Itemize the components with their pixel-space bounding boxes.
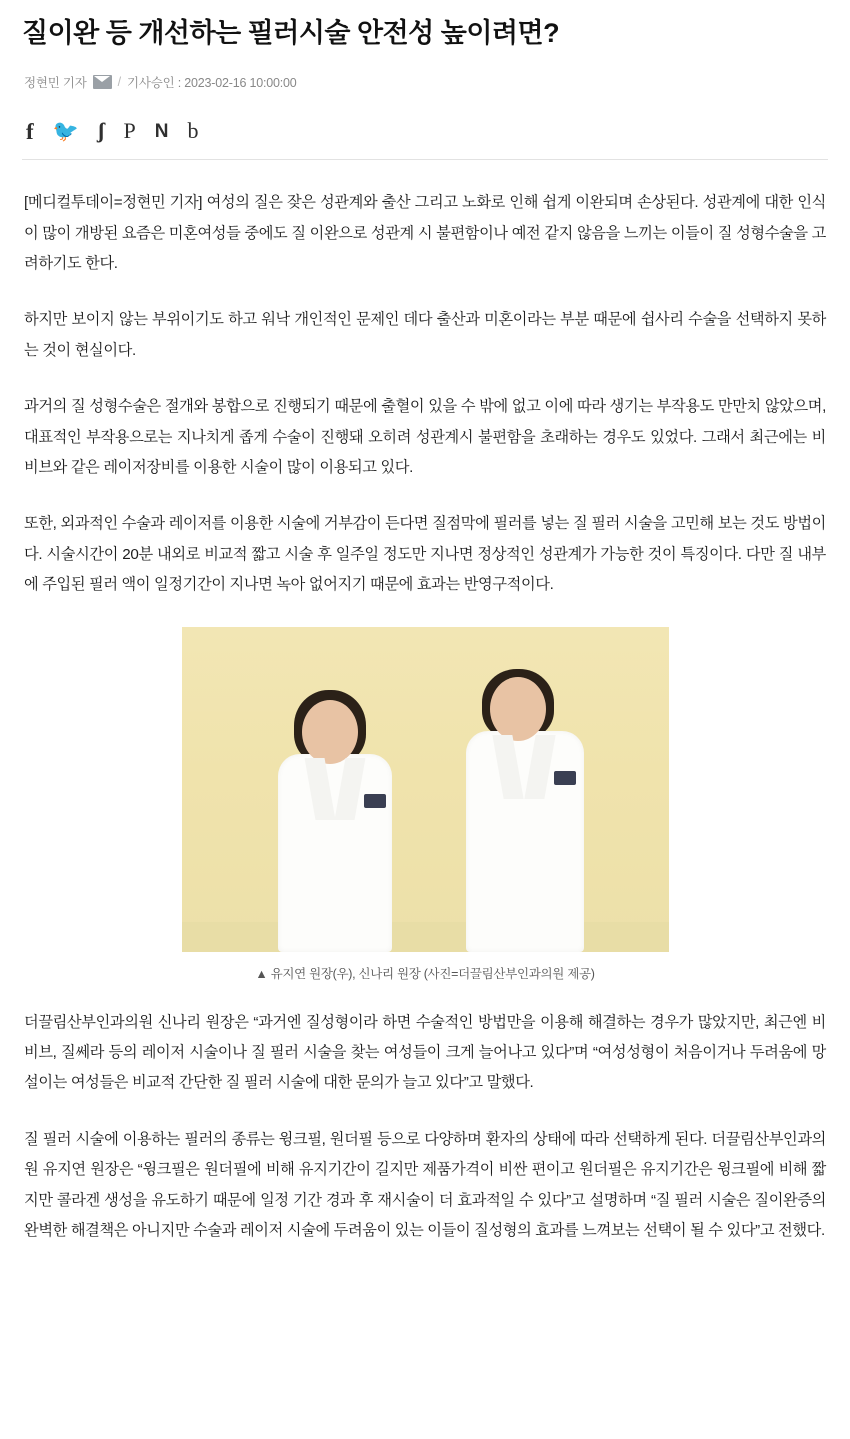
article-figure	[18, 627, 832, 982]
article-body	[18, 188, 832, 600]
paragraph: 질 필러 시술에 이용하는 필러의 종류는 윙크필, 원더필 등으로 다양하며 환자의 상태에 따라 선택하게 된다. 더끌림산부인과의원 유지연 원장은 “윙크필은 원더필에 비해 유지기간이 길지만 제품가격이 비싼 편이고 원더필은 유지기간은 윙크필에 비해 짧지만 콜라겐 생성을 유도하기 때문에 일정 기간 경과 후 재시술이 더 효과적일 수 있다”고 설명하며 “질 필러 시술은 질이완증의 완벽한 해결책은 아니지만 수술과 레이저 시술에 두려움이 있는 이들이 질성형의 효과를 느껴보는 선택이 될 수 있다”고 전했다.	[24, 1130, 826, 1239]
head-shape	[490, 677, 546, 741]
paragraph: 더끌림산부인과의원 신나리 원장은 “과거엔 질성형이라 하면 수술적인 방법만을 이용해 해결하는 경우가 많았지만, 최근엔 비비브, 질쎄라 등의 레이저 시술이나 질 필러 시술을 찾는 여성들이 크게 늘어나고 있다”며 “여성성형이 처음이거나 두려움에 망설이는 여성들은 비교적 간단한 질 필러 시술에 대한 문의가 늘고 있다”고 말했다.	[24, 1013, 826, 1092]
reporter-name: 정현민 기자	[24, 76, 87, 91]
paragraph: 하지만 보이지 않는 부위이기도 하고 워낙 개인적인 문제인 데다 출산과 미혼이라는 부분 때문에 쉽사리 수술을 선택하지 못하는 것이 현실이다.	[24, 311, 826, 359]
paragraph: 과거의 질 성형수술은 절개와 봉합으로 진행되기 때문에 출혈이 있을 수 밖에 없고 이에 따라 생기는 부작용도 만만치 않았으며, 대표적인 부작용으로는 지나치게 좁게 수술이 진행돼 오히려 성관계시 불편함을 초래하는 경우도 있었다. 그래서 최근에는 비비브와 같은 레이저장비를 이용한 시술이 많이 이용되고 있다.	[24, 398, 826, 476]
facebook-share-icon[interactable]: f	[26, 118, 34, 144]
coat-badge	[554, 771, 576, 785]
photo-person-right	[444, 667, 604, 952]
header-divider	[22, 159, 828, 160]
photo-person-left	[260, 682, 410, 952]
paragraph: [메디컬투데이=정현민 기자] 여성의 질은 잦은 성관계와 출산 그리고 노화로 인해 쉽게 이완되며 손상된다. 성관계에 대한 인식이 많이 개방된 요즘은 미혼여성들 중에도 질 이완으로 성관계 시 불편함이나 예전 같지 않음을 느끼는 이들이 질 성형수술을 고려하기도 한다.	[24, 194, 826, 272]
article-photo-two-doctors	[182, 627, 669, 952]
share-buttons[interactable]	[18, 117, 832, 145]
photo-caption: ▲ 유지연 원장(우), 신나리 원장 (사진=더끌림산부인과의원 제공)	[255, 966, 595, 981]
white-coat-shape	[278, 754, 392, 952]
article-page	[0, 16, 850, 1246]
paragraph: 또한, 외과적인 수술과 레이저를 이용한 시술에 거부감이 든다면 질점막에 필러를 넣는 질 필러 시술을 고민해 보는 것도 방법이다. 시술시간이 20분 내외로 비교적 짧고 시술 후 일주일 정도만 지나면 정상적인 성관계가 가능한 것이 특징이다. 다만 질 내부에 주입된 필러 액이 일정기간이 지나면 녹아 없어지기 때문에 효과는 반영구적이다.	[24, 515, 826, 594]
white-coat-shape	[466, 731, 584, 952]
page-title: 질이완 등 개선하는 필러시술 안전성 높이려면?	[22, 18, 560, 48]
approval-date: 기사승인 : 2023-02-16 10:00:00	[126, 76, 297, 91]
head-shape	[302, 700, 358, 764]
byline-separator: /	[117, 75, 121, 90]
article-body-after-photo	[18, 1008, 832, 1247]
coat-badge	[364, 794, 386, 808]
mail-icon[interactable]	[93, 75, 112, 89]
twitter-share-icon[interactable]: 🐦	[52, 118, 79, 143]
pinterest-share-icon[interactable]: P	[123, 118, 136, 144]
naver-share-icon[interactable]: N	[154, 120, 169, 142]
byline	[18, 73, 832, 91]
kakaostory-share-icon[interactable]: ʃ	[97, 118, 105, 144]
band-share-icon[interactable]: b	[187, 118, 199, 144]
